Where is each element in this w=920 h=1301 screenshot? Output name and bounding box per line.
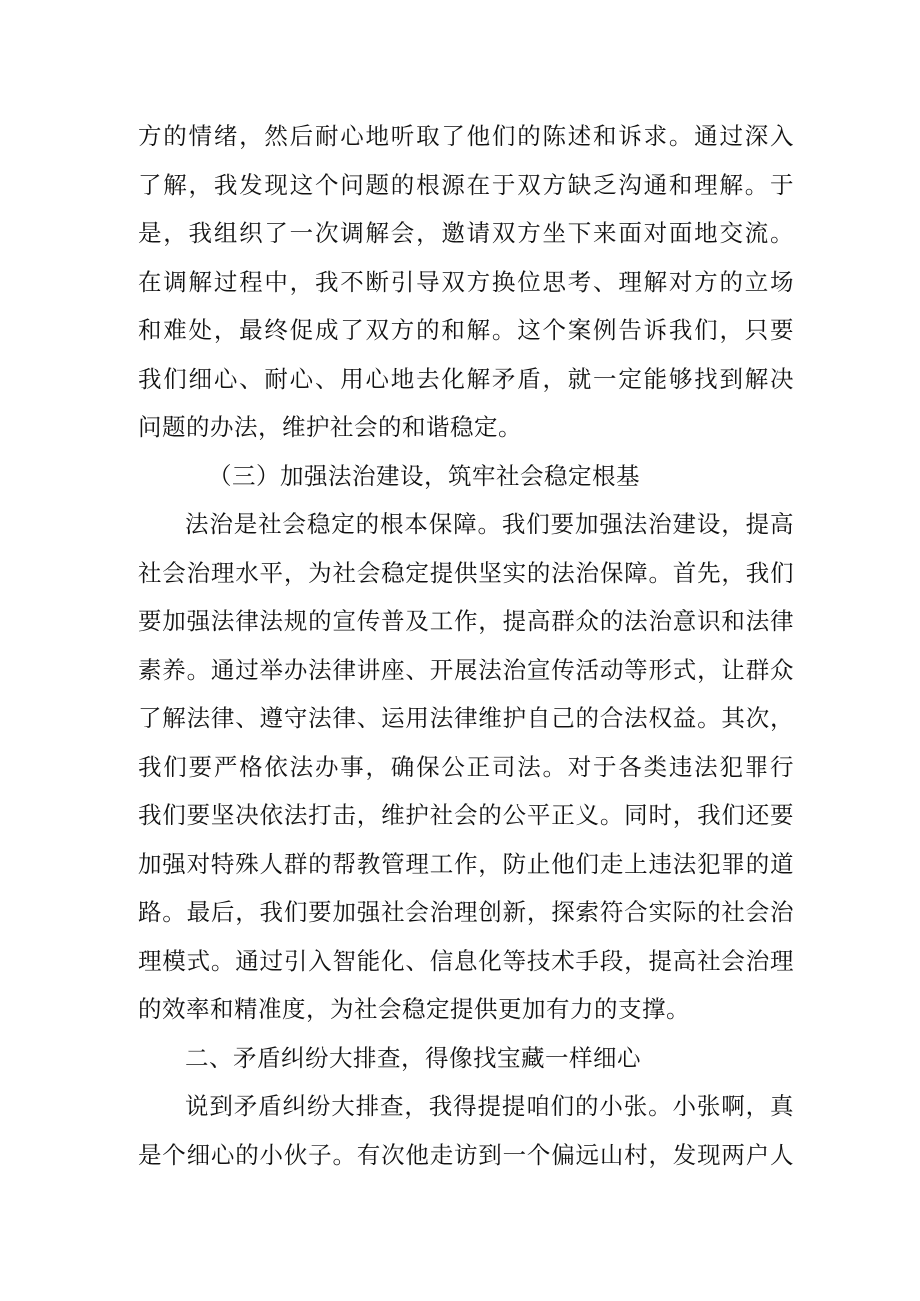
body-line: 在调解过程中，我不断引导双方换位思考、理解对方的立场	[138, 267, 794, 296]
body-line: 我们细心、耐心、用心地去化解矛盾，就一定能够找到解决	[138, 364, 794, 393]
body-line: 问题的办法，维护社会的和谐稳定。	[138, 413, 522, 441]
body-line: 我们要坚决依法打击，维护社会的公平正义。同时，我们还要	[138, 801, 794, 829]
body-line: 是个细心的小伙子。有次他走访到一个偏远山村，发现两户人	[138, 1140, 794, 1169]
paragraph-first-line: 法治是社会稳定的根本保障。我们要加强法治建设，提高	[185, 510, 794, 538]
section-heading: （三）加强法治建设，筑牢社会稳定根基	[208, 461, 640, 490]
body-line: 加强对特殊人群的帮教管理工作，防止他们走上违法犯罪的道	[138, 849, 794, 878]
body-line: 了解法律、遵守法律、运用法律维护自己的合法权益。其次，	[138, 704, 794, 732]
chapter-heading: 二、矛盾纠纷大排查，得像找宝藏一样细心	[185, 1043, 641, 1072]
body-line: 社会治理水平，为社会稳定提供坚实的法治保障。首先，我们	[138, 558, 794, 587]
body-line: 我们要严格依法办事，确保公正司法。对于各类违法犯罪行	[138, 752, 794, 781]
body-line: 要加强法律法规的宣传普及工作，提高群众的法治意识和法律	[138, 607, 794, 635]
body-line: 路。最后，我们要加强社会治理创新，探索符合实际的社会治	[138, 898, 794, 926]
body-line: 方的情绪，然后耐心地听取了他们的陈述和诉求。通过深入	[138, 122, 794, 150]
body-line: 是，我组织了一次调解会，邀请双方坐下来面对面地交流。	[138, 219, 794, 247]
body-line: 和难处，最终促成了双方的和解。这个案例告诉我们，只要	[138, 316, 794, 344]
paragraph-first-line: 说到矛盾纠纷大排查，我得提提咱们的小张。小张啊，真	[185, 1092, 794, 1120]
body-line: 素养。通过举办法律讲座、开展法治宣传活动等形式，让群众	[138, 655, 794, 684]
document-body	[138, 112, 794, 1179]
body-line: 了解，我发现这个问题的根源在于双方缺乏沟通和理解。于	[138, 170, 794, 199]
body-line: 的效率和精准度，为社会稳定提供更加有力的支撑。	[138, 995, 690, 1023]
body-line: 理模式。通过引入智能化、信息化等技术手段，提高社会治理	[138, 946, 794, 975]
